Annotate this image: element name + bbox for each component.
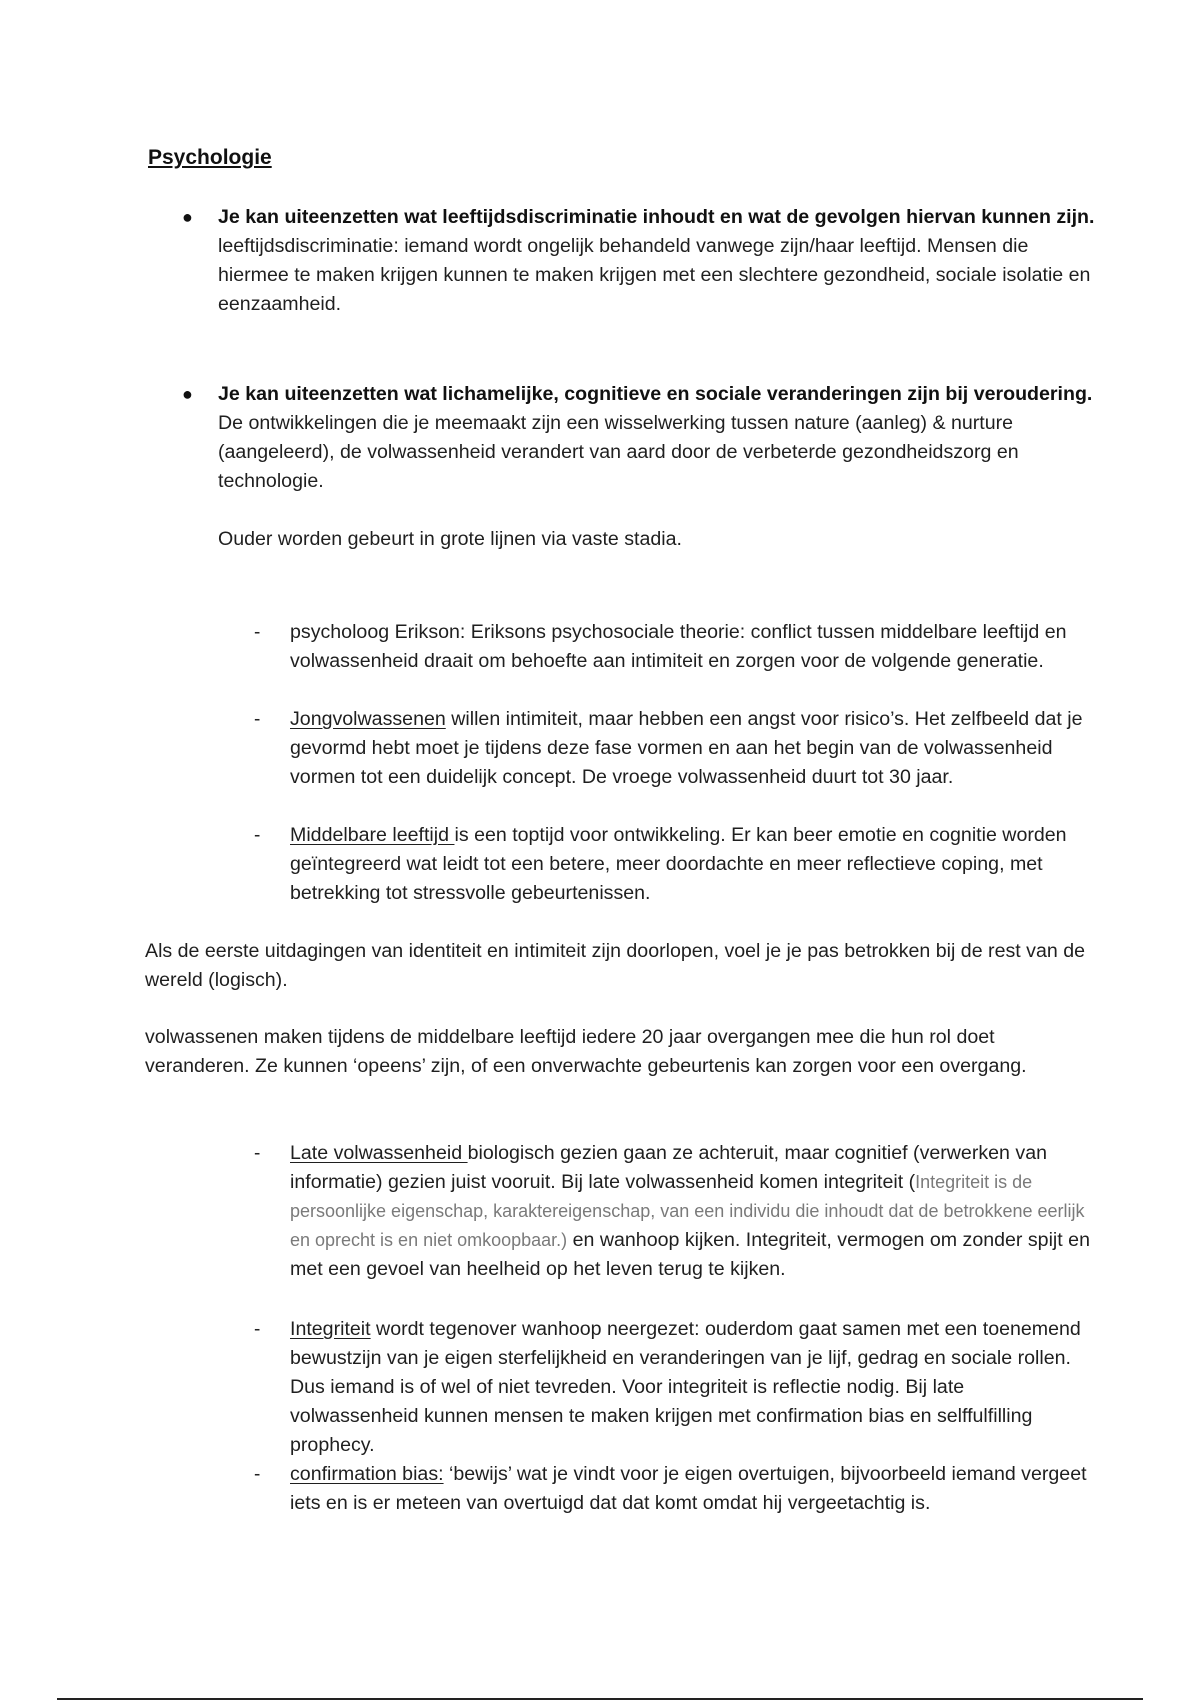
list-item-term: Late volwassenheid <box>290 1142 468 1164</box>
dash-marker-icon: - <box>254 825 261 846</box>
page-title: Psychologie <box>148 146 272 169</box>
bullet-text-stages: Ouder worden gebeurt in grote lijnen via vaste stadia. <box>218 528 682 550</box>
list-item-text: psycholoog Erikson: Eriksons psychosociale theorie: conflict tussen middelbare leeftijd en volwassenheid draait om behoefte aan intimiteit en zorgen voor de volgende generatie. <box>290 621 1067 672</box>
dash-marker-icon: - <box>254 622 261 643</box>
dash-marker-icon: - <box>254 1143 261 1164</box>
list-item-integrity <box>290 1315 1090 1460</box>
paragraph-transitions: volwassenen maken tijdens de middelbare leeftijd iedere 20 jaar overgangen mee die hun rol doet veranderen. Ze kunnen ‘opeens’ zijn, of een onverwachte gebeurtenis kan zorgen voor een overgang. <box>145 1026 1027 1077</box>
list-item-text: en wanhoop kijken. Integriteit, vermogen om zonder spijt en met een gevoel van heelheid op het leven terug te kijken. <box>290 1229 1090 1280</box>
list-item-term: Jongvolwassenen <box>290 708 446 730</box>
list-item-text: is een toptijd voor ontwikkeling. Er kan beer emotie en cognitie worden geïntegreerd wat leidt tot een betere, meer doordachte en meer reflectieve coping, met betrekking tot stressvolle gebeurtenissen. <box>290 824 1067 904</box>
list-item-erikson <box>290 618 1090 676</box>
list-item-term: Integriteit <box>290 1318 371 1340</box>
bullet-heading: Je kan uiteenzetten wat leeftijdsdiscriminatie inhoudt en wat de gevolgen hiervan kunnen zijn. <box>218 206 1095 228</box>
paragraph-identity: Als de eerste uitdagingen van identiteit en intimiteit zijn doorlopen, voel je je pas betrokken bij de rest van de wereld (logisch). <box>145 940 1085 991</box>
list-item-middle-age <box>290 821 1090 908</box>
bullet-dot-icon: ● <box>182 384 193 404</box>
list-item-young-adults <box>290 705 1090 792</box>
bullet-dot-icon: ● <box>182 207 193 227</box>
list-item-term: Middelbare leeftijd <box>290 824 455 846</box>
list-item-text: ‘bewijs’ wat je vindt voor je eigen overtuigen, bijvoorbeeld iemand vergeet iets en is er meteen van overtuigd dat dat komt omdat hij vergeetachtig is. <box>290 1463 1087 1514</box>
dash-marker-icon: - <box>254 1319 261 1340</box>
dash-marker-icon: - <box>254 1464 261 1485</box>
bullet-text: De ontwikkelingen die je meemaakt zijn een wisselwerking tussen nature (aanleg) & nurture (aangeleerd), de volwassenheid verandert van aard door de verbeterde gezondheidszorg en technologie. <box>218 412 1019 492</box>
bullet-text: leeftijdsdiscriminatie: iemand wordt ongelijk behandeld vanwege zijn/haar leeftijd. Mensen die hiermee te maken krijgen kunnen te maken krijgen met een slechtere gezondheid, sociale isolatie en eenzaamheid. <box>218 235 1091 315</box>
list-item-term: confirmation bias: <box>290 1463 444 1485</box>
list-item-text: biologisch gezien gaan ze achteruit, maar cognitief (verwerken van informatie) gezien juist vooruit. Bij late volwassenheid komen integriteit ( <box>290 1142 1047 1193</box>
list-item-text: willen intimiteit, maar hebben een angst voor risico’s. Het zelfbeeld dat je gevormd hebt moet je tijdens deze fase vormen en aan het begin van de volwassenheid vormen tot een duidelijk concept. De vroege volwassenheid duurt tot 30 jaar. <box>290 708 1083 788</box>
list-item-late-adulthood <box>290 1139 1090 1284</box>
bullet-item-ageism <box>218 203 1098 319</box>
bullet-item-aging-changes <box>218 380 1098 554</box>
list-item-confirmation-bias <box>290 1460 1090 1518</box>
bullet-heading: Je kan uiteenzetten wat lichamelijke, cognitieve en sociale veranderingen zijn bij veroudering. <box>218 383 1093 405</box>
dash-marker-icon: - <box>254 709 261 730</box>
list-item-text: wordt tegenover wanhoop neergezet: ouderdom gaat samen met een toenemend bewustzijn van je eigen sterfelijkheid en veranderingen van je lijf, gedrag en sociale rollen. Dus iemand is of wel of niet tevreden. Voor integriteit is reflectie nodig. Bij late volwassenheid kunnen mensen te maken krijgen met confirmation bias en selffulfilling prophecy. <box>290 1318 1081 1456</box>
definition-note: Integriteit is de persoonlijke eigenschap, karaktereigenschap, van een individu die inhoudt dat de betrokkene eerlijk en oprecht is en niet omkoopbaar.) <box>290 1172 1085 1250</box>
